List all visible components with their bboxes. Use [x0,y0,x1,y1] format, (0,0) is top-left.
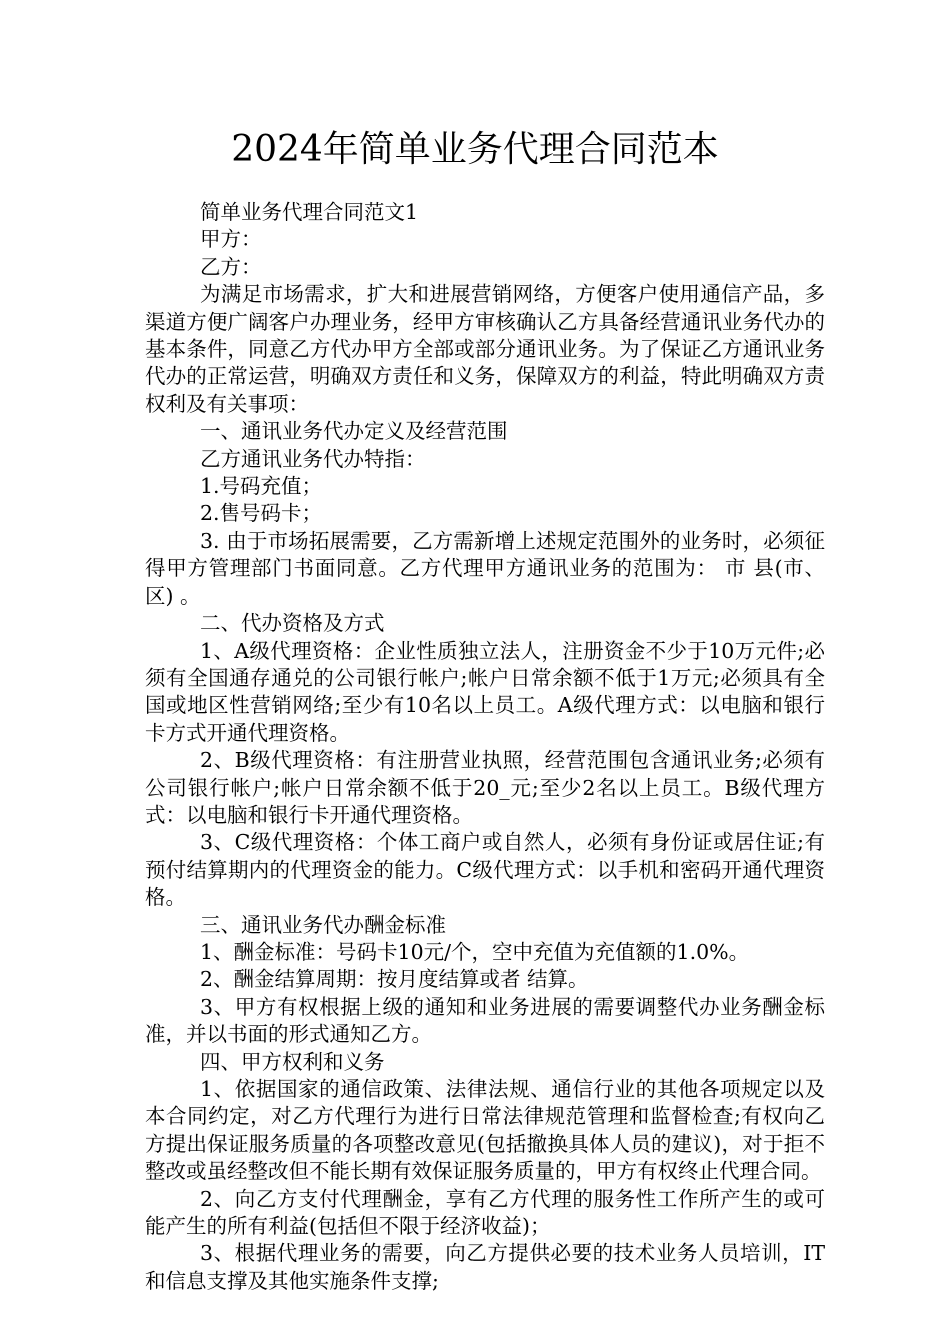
section-subtitle: 简单业务代理合同范文1 [200,200,419,224]
paragraph: 1、A级代理资格：企业性质独立法人，注册资金不少于10万元件;必须有全国通存通兑的公司银行帐户;帐户日常余额不低于1万元;必须具有全国或地区性营销网络;至少有10名以上员工。A级代理方式：以电脑和银行卡方式开通代理资格。 [145,638,825,745]
document-body [145,199,825,1295]
paragraph: 3、C级代理资格：个体工商户或自然人，必须有身份证或居住证;有预付结算期内的代理资金的能力。C级代理方式：以手机和密码开通代理资格。 [145,830,825,910]
paragraph: 1、酬金标准：号码卡10元/个，空中充值为充值额的1.0%。 [200,939,750,964]
paragraph: 2、向乙方支付代理酬金，享有乙方代理的服务性工作所产生的或可能产生的所有利益(包括但不限于经济收益)； [145,1186,825,1239]
paragraph: 3、甲方有权根据上级的通知和业务进展的需要调整代办业务酬金标准，并以书面的形式通知乙方。 [145,994,825,1047]
list-item: 2.售号码卡； [200,501,323,526]
paragraph: 2、B级代理资格：有注册营业执照，经营范围包含通讯业务;必须有公司银行帐户;帐户日常余额不低于20_元;至少2名以上员工。B级代理方式：以电脑和银行卡开通代理资格。 [145,748,825,827]
section-heading: 二、代办资格及方式 [200,611,385,636]
paragraph: 乙方通讯业务代办特指： [200,446,426,471]
section-heading: 四、甲方权利和义务 [200,1049,385,1074]
paragraph: 1、依据国家的通信政策、法律法规、通信行业的其他各项规定以及本合同约定，对乙方代理行为进行日常法律规范管理和监督检查;有权向乙方提出保证服务质量的各项整改意见(包括撤换具体人员的建议)，对于拒不整改或虽经整改但不能长期有效保证服务质量的，甲方有权终止代理合同。 [145,1077,825,1184]
paragraph: 为满足市场需求，扩大和进展营销网络，方便客户使用通信产品，多渠道方便广阔客户办理业务，经甲方审核确认乙方具备经营通讯业务代办的基本条件，同意乙方代办甲方全部或部分通讯业务。为了保证乙方通讯业务代办的正常运营，明确双方责任和义务，保障双方的利益，特此明确双方责权利及有关事项： [145,282,825,416]
section-heading: 一、通讯业务代办定义及经营范围 [200,419,508,444]
paragraph: 3、根据代理业务的需要，向乙方提供必要的技术业务人员培训，IT和信息支撑及其他实施条件支撑; [145,1241,825,1293]
section-heading: 三、通讯业务代办酬金标准 [200,912,446,937]
list-item: 1.号码充值； [200,474,323,499]
party-a-label: 甲方： [200,227,262,252]
list-item: 3. 由于市场拓展需要，乙方需新增上述规定范围外的业务时，必须征得甲方管理部门书面同意。乙方代理甲方通讯业务的范围为： 市 县(市、区) 。 [145,528,825,608]
document-title: 2024年简单业务代理合同范本 [231,129,719,170]
paragraph: 2、酬金结算周期：按月度结算或者 结算。 [200,967,589,992]
party-b-label: 乙方： [200,254,262,279]
